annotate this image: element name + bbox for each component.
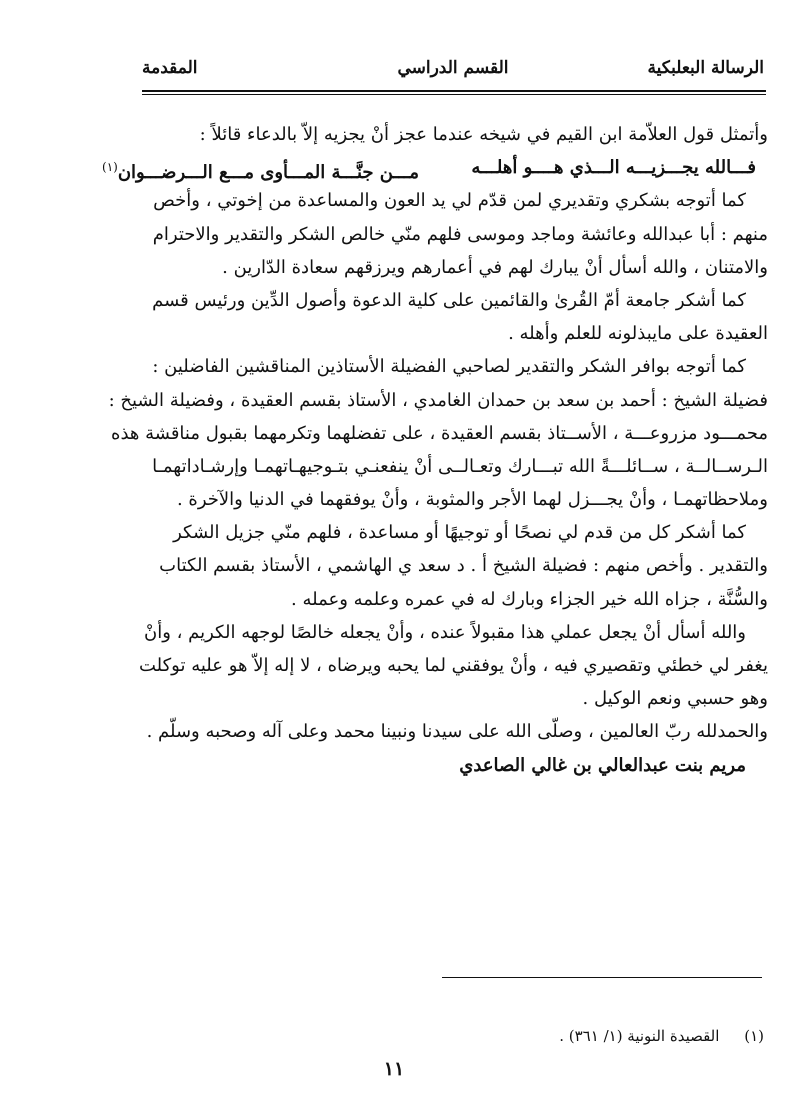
paragraph-line: والله أسأل أنْ يجعل عملي هذا مقبولاً عنده ، وأنْ يجعله خالصًا لوجهه الكريم ، وأنْ <box>143 621 746 643</box>
footnote <box>559 1027 764 1045</box>
main-text <box>88 118 768 782</box>
footnote-ref: (١) <box>102 160 118 175</box>
paragraph-line: كما أتوجه بشكري وتقديري لمن قدّم لي يد العون والمساعدة من إخوتي ، وأخص <box>153 190 746 212</box>
header-book-title: الرسالة البعلبكية <box>647 58 764 78</box>
author-signature: مريم بنت عبدالعالي بن غالي الصاعدي <box>459 754 746 776</box>
footnote-number: (١) <box>744 1027 764 1045</box>
paragraph-line: الـرســالــة ، ســائلـــةً الله تبـــارك وتعـالــى أنْ ينفعنـي بتـوجيهـاتهمـا وإرشـاداتهمـا <box>152 455 768 477</box>
header-rule-thin <box>142 94 766 95</box>
paragraph-line: محمـــود مزروعـــة ، الأســتاذ بقسم العقيدة ، على تفضلهما وتكرمهما بقبول مناقشة هذه <box>111 422 768 444</box>
paragraph-line: كما أتوجه بوافر الشكر والتقدير لصاحبي الفضيلة الأستاذين المناقشين الفاضلين : <box>152 356 746 378</box>
footnote-text: القصيدة النونية (١/ ٣٦١) . <box>559 1027 720 1045</box>
paragraph-line: كما أشكر جامعة أمّ القُرىٰ والقائمين على كلية الدعوة وأصول الدِّين ورئيس قسم <box>152 289 746 311</box>
intro-line: وأتمثل قول العلاّمة ابن القيم في شيخه عندما عجز أنْ يجزيه إلاّ بالدعاء قائلاً : <box>199 124 768 145</box>
paragraph-line: يغفر لي خطئي وتقصيري فيه ، وأنْ يوفقني لما يحبه ويرضاه ، لا إله إلاّ هو عليه توكلت <box>138 655 768 676</box>
paragraph-line: والامتنان ، والله أسأل أنْ يبارك لهم في أعمارهم ويرزقهم سعادة الدّارين . <box>222 256 768 278</box>
paragraph-line: منهم : أبا عبدالله وعائشة وماجد وموسى فلهم منّي خالص الشكر والتقدير والاحترام <box>152 223 768 245</box>
paragraph-line: والحمدلله ربّ العالمين ، وصلّى الله على سيدنا ونبينا محمد وعلى آله وصحبه وسلّم . <box>146 721 768 743</box>
paragraph-line: وملاحظاتهمـا ، وأنْ يجـــزل لهما الأجر والمثوبة ، وأنْ يوفقهما في الدنيا والآخرة . <box>176 489 768 511</box>
paragraph-line: والسُّنَّة ، جزاه الله خير الجزاء وبارك له في عمره وعلمه وعمله . <box>291 588 768 610</box>
footnote-separator <box>442 977 762 978</box>
verse-first-hemistich: فـــالله يجـــزيـــه الـــذي هــــو أهلـــه <box>471 157 756 179</box>
paragraph-line: والتقدير . وأخص منهم : فضيلة الشيخ أ . د سعد ي الهاشمي ، الأستاذ بقسم الكتاب <box>159 555 768 577</box>
paragraph-line: كما أشكر كل من قدم لي نصحًا أو توجيهًا أو مساعدة ، فلهم منّي جزيل الشكر <box>173 522 746 544</box>
verse-second-hemistich: مـــن جنَّـــة المـــأوى مـــع الـــرضـــوان$^{(١)}$ <box>102 160 419 184</box>
paragraph-line: وهو حسبي ونعم الوكيل . <box>582 688 768 710</box>
header-rule-thick <box>142 90 766 92</box>
paragraph-line: فضيلة الشيخ : أحمد بن سعد بن حمدان الغامدي ، الأستاذ بقسم العقيدة ، وفضيلة الشيخ : <box>108 389 768 411</box>
poetry-verse <box>88 151 768 184</box>
page-number: ١١ <box>383 1058 405 1080</box>
running-header <box>142 56 764 88</box>
header-section: القسم الدراسي <box>397 58 509 78</box>
paragraph-line: العقيدة على مايبذلونه للعلم وأهله . <box>508 323 768 345</box>
header-chapter: المقدمة <box>142 58 198 78</box>
